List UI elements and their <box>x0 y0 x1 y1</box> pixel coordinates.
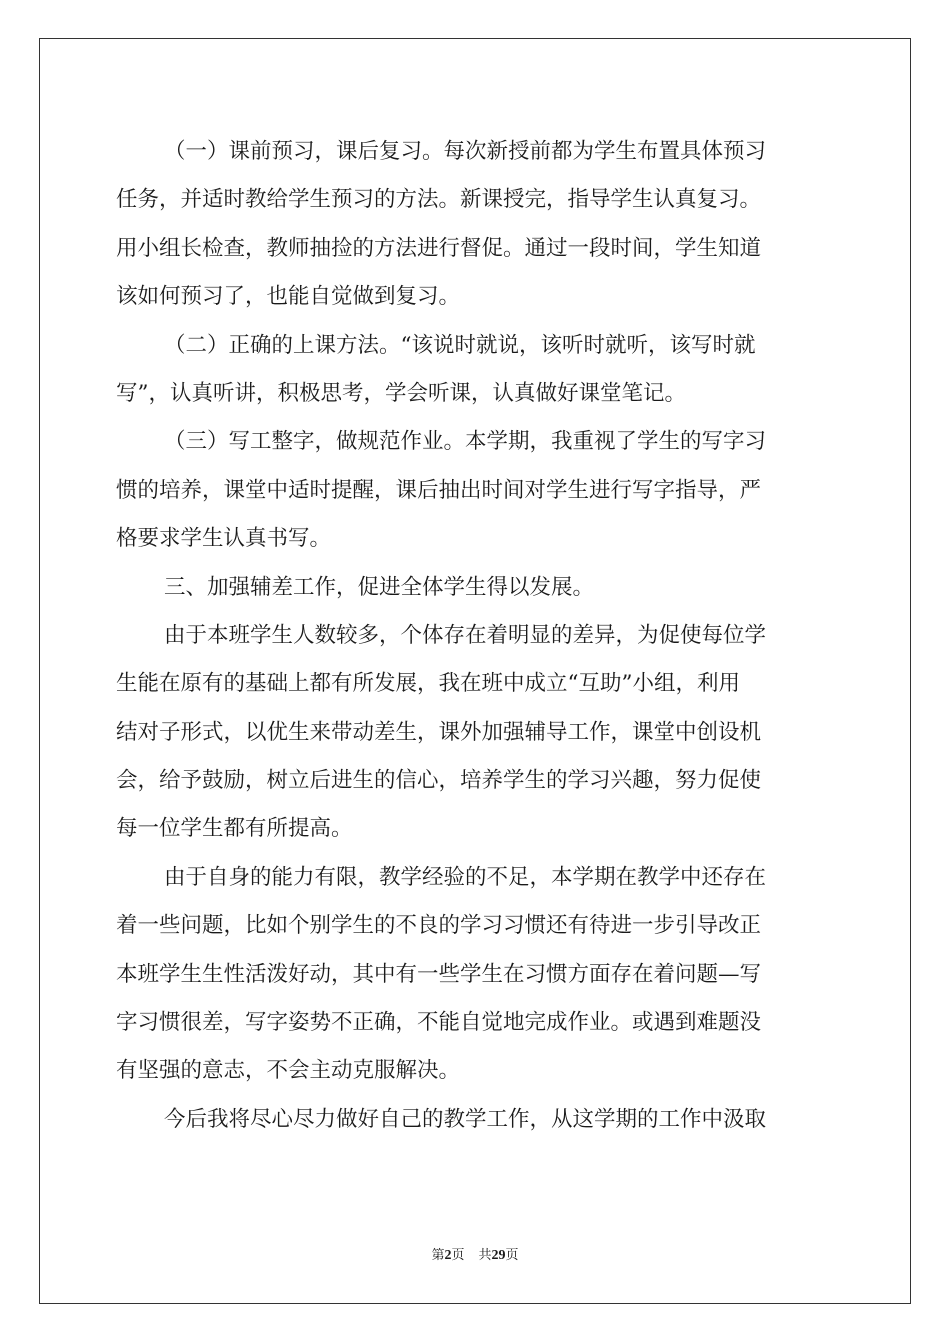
text-line: 该如何预习了，也能自觉做到复习。 <box>116 284 461 310</box>
text-line: （一）课前预习，课后复习。每次新授前都为学生布置具体预习 <box>164 139 767 164</box>
text-line: （三）写工整字，做规范作业。本学期，我重视了学生的写字习 <box>164 429 767 455</box>
document-body <box>116 128 836 1144</box>
text-line: 今后我将尽心尽力做好自己的教学工作，从这学期的工作中汲取 <box>164 1106 767 1132</box>
text-line: 用小组长检查，教师抽捡的方法进行督促。通过一段时间，学生知道 <box>116 235 762 261</box>
text-line: 本班学生生性活泼好动，其中有一些学生在习惯方面存在着问题—写 <box>116 961 762 987</box>
page-prefix: 第 <box>431 1248 445 1263</box>
page-number: 2 <box>444 1248 452 1263</box>
text-line: 着一些问题，比如个别学生的不良的学习习惯还有待进一步引导改正 <box>116 913 762 939</box>
text-line: （二）正确的上课方法。“该说时就说，该听时就听，该写时就 <box>164 332 756 358</box>
text-line: 任务，并适时教给学生预习的方法。新课授完，指导学生认真复习。 <box>116 187 762 213</box>
total-pages: 29 <box>491 1248 506 1263</box>
text-line: 写”，认真听讲，积极思考，学会听课，认真做好课堂笔记。 <box>116 380 686 406</box>
text-line: 由于自身的能力有限，教学经验的不足，本学期在教学中还存在 <box>164 864 767 890</box>
text-line: 每一位学生都有所提高。 <box>116 816 353 842</box>
text-line: 会，给予鼓励，树立后进生的信心，培养学生的学习兴趣，努力促使 <box>116 768 762 794</box>
text-line: 生能在原有的基础上都有所发展，我在班中成立“互助”小组，利用 <box>116 671 740 697</box>
text-line: 三、加强辅差工作，促进全体学生得以发展。 <box>164 574 595 600</box>
total-unit: 页 <box>505 1248 519 1263</box>
text-line: 字习惯很差，写字姿势不正确，不能自觉地完成作业。或遇到难题没 <box>116 1010 762 1036</box>
text-line: 惯的培养，课堂中适时提醒，课后抽出时间对学生进行写字指导，严 <box>116 477 762 503</box>
page-footer <box>0 1246 950 1266</box>
text-line: 结对子形式，以优生来带动差生，课外加强辅导工作，课堂中创设机 <box>116 719 762 745</box>
text-line: 有坚强的意志，不会主动克服解决。 <box>116 1058 461 1084</box>
text-line: 由于本班学生人数较多，个体存在着明显的差异，为促使每位学 <box>164 622 767 648</box>
text-line: 格要求学生认真书写。 <box>116 526 332 552</box>
total-prefix: 共 <box>478 1248 492 1263</box>
page-unit: 页 <box>451 1248 465 1263</box>
